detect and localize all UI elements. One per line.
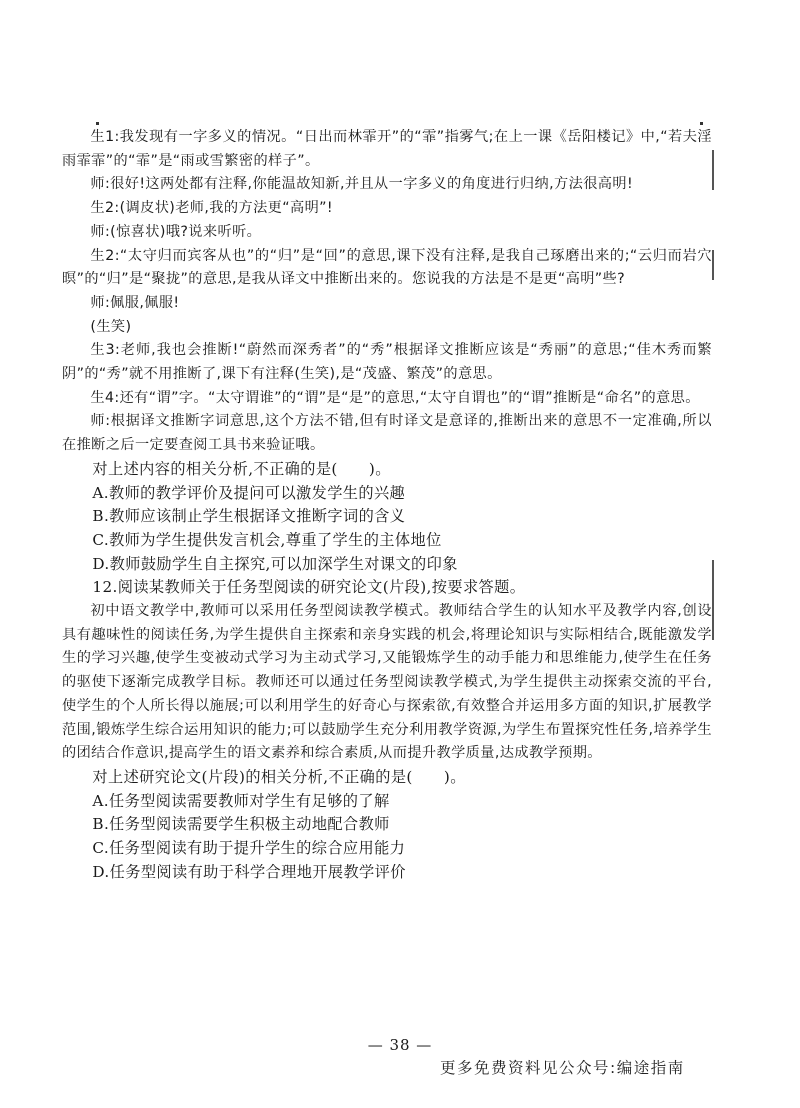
dialogue-teacher-summary: 师:根据译文推断字词意思,这个方法不错,但有时译文是意译的,推断出来的意思不一定准确,所以在推断之后一定要查阅工具书来验证哦。 bbox=[62, 413, 712, 454]
dialogue-student1: 生1:我发现有一字多义的情况。“日出而林霏开”的“霏”指雾气;在上一课《岳阳楼记》中,“若夫淫雨霏霏”的“霏”是“雨或雪繁密的样子”。 bbox=[62, 129, 712, 169]
dialogue-teacher-curious: 师:(惊喜状)哦?说来听听。 bbox=[90, 223, 262, 240]
scan-dot bbox=[96, 122, 99, 125]
question-12-option-d: D.任务型阅读有助于科学合理地开展教学评价 bbox=[92, 862, 406, 881]
dialogue-laugh: (生笑) bbox=[90, 318, 132, 335]
scan-edge-mark bbox=[712, 560, 714, 640]
dialogue-teacher-admire: 师:佩服,佩服! bbox=[90, 294, 180, 311]
question-12-option-b: B.任务型阅读需要学生积极主动地配合教师 bbox=[92, 815, 390, 834]
question-12-option-a: A.任务型阅读需要教师对学生有足够的了解 bbox=[92, 791, 390, 810]
dialogue-teacher-praise: 师:很好!这两处都有注释,你能温故知新,并且从一字多义的角度进行归纳,方法很高明! bbox=[90, 176, 634, 193]
dialogue-student2-intro: 生2:(调皮状)老师,我的方法更“高明”! bbox=[90, 200, 334, 217]
question-12-heading: 12.阅读某教师关于任务型阅读的研究论文(片段),按要求答题。 bbox=[92, 578, 526, 597]
page-number: — 38 — bbox=[367, 1036, 433, 1054]
question-11-option-b: B.教师应该制止学生根据译文推断字词的含义 bbox=[92, 507, 406, 526]
research-excerpt: 初中语文教学中,教师可以采用任务型阅读教学模式。教师结合学生的认知水平及教学内容,创设具有趣味性的阅读任务,为学生提供自主探索和亲身实践的机会,将理论知识与实际相结合,既能激发学生的学习兴趣,使学生变被动式学习为主动式学习,又能锻炼学生的动手能力和思维能力,使学生在任务的驱使下逐渐完成教学目标。教师还可以通过任务型阅读教学模式,为学生提供主动探索交流的平台,使学生的个人所长得以施展;可以利用学生的好奇心与探索欲,有效整合并运用多方面的知识,扩展教学范围,锻炼学生综合运用知识的能力;可以鼓励学生充分利用教学资源,为学生布置探究性任务,培养学生的团结合作意识,提高学生的语文素养和综合素质,从而提升教学质量,达成教学预期。 bbox=[62, 603, 712, 762]
dialogue-student2-method: 生2:“太守归而宾客从也”的“归”是“回”的意思,课下没有注释,是我自己琢磨出来的;“云归而岩穴暝”的“归”是“聚拢”的意思,是我从译文中推断出来的。您说我的方法是不是更“高明”些? bbox=[62, 247, 712, 288]
scan-edge-mark bbox=[712, 150, 714, 190]
dialogue-student4: 生4:还有“谓”字。“太守谓谁”的“谓”是“是”的意思,“太守自谓也”的“谓”推断是“命名”的意思。 bbox=[90, 389, 700, 406]
scan-edge-mark bbox=[712, 250, 714, 280]
question-11-option-c: C.教师为学生提供发言机会,尊重了学生的主体地位 bbox=[92, 530, 442, 549]
watermark-text: 更多免费资料见公众号:编途指南 bbox=[440, 1059, 685, 1077]
question-11-stem: 对上述内容的相关分析,不正确的是( )。 bbox=[92, 459, 391, 478]
dialogue-student3: 生3:老师,我也会推断!“蔚然而深秀者”的“秀”根据译文推断应该是“秀丽”的意思;“佳木秀而繁阴”的“秀”就不用推断了,课下有注释(生笑),是“茂盛、繁茂”的意思。 bbox=[62, 342, 712, 383]
question-11-option-a: A.教师的教学评价及提问可以激发学生的兴趣 bbox=[92, 483, 406, 502]
question-12-option-c: C.任务型阅读有助于提升学生的综合应用能力 bbox=[92, 839, 406, 858]
scan-dot bbox=[700, 122, 703, 125]
question-11-option-d: D.教师鼓励学生自主探究,可以加深学生对课文的印象 bbox=[92, 554, 458, 573]
body-text bbox=[62, 126, 712, 885]
question-12-stem: 对上述研究论文(片段)的相关分析,不正确的是( )。 bbox=[92, 767, 466, 786]
